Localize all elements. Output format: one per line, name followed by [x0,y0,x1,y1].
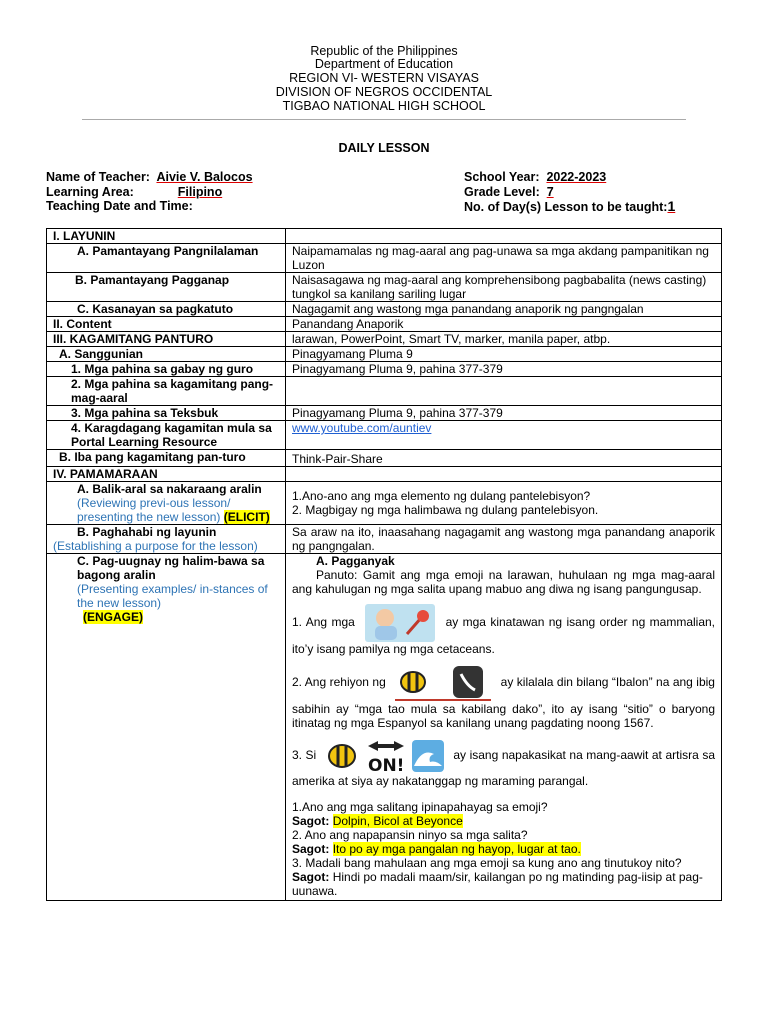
page-title: DAILY LESSON [338,141,430,155]
row-value: Sa araw na ito, inaasahang nagagamit ang wastong mga panandang anaporik ng pangngalan. [286,525,722,554]
purpose-label: B. Paghahabi ng layunin [77,525,217,539]
sy-value: 2022-2023 [546,170,607,184]
row-label: 4. Karagdagang kagamitan mula sa Portal Learning Resource [47,421,286,450]
elicit-tag: (ELICIT) [223,510,270,524]
row-label: A. Pamantayang Pangnilalaman [47,244,286,273]
row-value: larawan, PowerPoint, Smart TV, marker, manila paper, atbp. [286,332,722,347]
purpose-english: (Establishing a purpose for the lesson) [53,539,258,553]
row-value: Pinagyamang Pluma 9 [286,347,722,362]
area-label: Learning Area: [46,184,134,199]
dolphin-emoji-icon [365,604,435,642]
question-1 [292,604,715,656]
row-label: 2. Mga pahina sa kagamitang pang-mag-aaral [47,377,286,406]
teacher-value: Aivie V. Balocos [156,170,253,184]
row-label: II. Content [47,317,286,332]
row-value [286,467,722,482]
table-row [47,467,722,482]
grade-value: 7 [546,184,554,199]
table-row [47,317,722,332]
sagot-label: Sagot: [292,870,330,884]
row-label: I. LAYUNIN [47,229,286,244]
header-department: Department of Education [314,57,454,71]
sagot-label: Sagot: [292,842,330,856]
row-value [286,229,722,244]
lesson-table [46,228,722,901]
row-value: Naipamamalas ng mag-aaral ang pag-unawa sa mga akdang pampanitikan ng Luzon [286,244,722,273]
question-2-start: 2. Ang rehiyon ng [292,675,386,690]
table-row [47,273,722,302]
pagganyak-title: A. Pagganyak [316,554,395,568]
table-row [47,229,722,244]
table-row [47,362,722,377]
header-division: DIVISION OF NEGROS OCCIDENTAL [275,85,493,99]
bee-phone-emoji-icon [391,664,495,702]
row-value: Think-Pair-Share [286,450,722,467]
date-label: Teaching Date and Time: [46,199,193,213]
qa-answer-1 [292,814,715,828]
teacher-label: Name of Teacher: [46,170,150,184]
sy-label: School Year: [464,170,540,184]
answer-1-text: Dolpin, Bicol at Beyonce [332,814,463,828]
question-2-end: ay kilalala din bilang “Ibalon” na ang ibig sabihin ay “mga tao mula sa kabilang dako”, ito ay isang “sitio” o baryong itinatag ng mga Espanyol sa kanilang unang pagdating noong 1567. [292,675,715,730]
question-1-start: 1. Ang mga [292,615,355,630]
on-label: ON! [367,756,405,774]
row-label: A. Sanggunian [47,347,286,362]
panuto-text: Panuto: Gamit ang mga emoji na larawan, huhulaan ng mga mag-aaral ang kahulugan ng mga salita upang mabuo ang diwa ng isang pangungusap. [292,568,715,596]
table-row [47,302,722,317]
table-row [47,421,722,450]
table-row [47,554,722,901]
review-question-1: 1.Ano-ano ang mga elemento ng dulang pantelebisyon? [292,489,591,503]
examples-english: (Presenting examples/ in-stances of the new lesson) [77,582,268,610]
review-english: (Reviewing previ-ous lesson/ presenting the new lesson) [77,496,231,524]
row-label: III. KAGAMITANG PANTURO [47,332,286,347]
row-label: IV. PAMAMARAAN [47,467,286,482]
row-label [47,482,286,525]
row-label: C. Kasanayan sa pagkatuto [47,302,286,317]
header-school: TIGBAO NATIONAL HIGH SCHOOL [282,99,486,113]
school-info [464,170,675,215]
row-value [286,421,722,450]
examples-label: C. Pag-uugnay ng halim-bawa sa bagong aralin [77,554,265,582]
table-row [47,525,722,554]
row-value: Naisasagawa ng mag-aaral ang komprehensibong pagbabalita (news casting) tungkol sa kanilang sariling lugar [286,273,722,302]
qa-answer-2 [292,842,715,856]
qa-question-3: 3. Madali bang mahulaan ang mga emoji sa kung ano ang tinutukoy nito? [292,856,682,870]
row-value [286,554,722,901]
row-label: B. Pamantayang Pagganap [47,273,286,302]
row-label [47,554,286,901]
question-3-end: ay isang napakasikat na mang-aawit at artisra sa amerika at siya ay nakatanggap ng maraming parangal. [292,748,716,788]
row-value: Pinagyamang Pluma 9, pahina 377-379 [286,362,722,377]
grade-label: Grade Level: [464,184,540,199]
teacher-info [46,170,253,214]
table-row [47,482,722,525]
row-label: 1. Mga pahina sa gabay ng guro [47,362,286,377]
row-label: 3. Mga pahina sa Teksbuk [47,406,286,421]
answer-2-text: Ito po ay mga pangalan ng hayop, lugar at tao. [332,842,581,856]
header-region: REGION VI- WESTERN VISAYAS [289,71,479,85]
days-value: 1 [667,198,676,214]
review-label: A. Balik-aral sa nakaraang aralin [77,482,262,496]
table-row [47,244,722,273]
review-question-2: 2. Magbigay ng mga halimbawa ng dulang pantelebisyon. [292,503,599,517]
bee-on-wave-emoji-icon [324,738,446,774]
table-row [47,347,722,362]
row-value: Nagagamit ang wastong mga panandang anaporik ng pangngalan [286,302,722,317]
header-republic: Republic of the Philippines [310,44,458,58]
portal-link[interactable]: www.youtube.com/auntiev [292,421,432,435]
table-row [47,377,722,406]
table-row [47,332,722,347]
question-1-end: ay mga kinatawan ng isang order ng mammalian, ito’y isang pamilya ng mga cetaceans. [292,615,716,656]
qa-answer-3 [292,870,715,898]
engage-tag: (ENGAGE) [83,610,143,624]
area-value: Filipino [177,184,223,199]
row-label: B. Iba pang kagamitang pan-turo [47,450,286,467]
question-3-start: 3. Si [292,748,317,763]
qa-question-2: 2. Ano ang napapansin ninyo sa mga salita? [292,828,528,842]
answer-3-text: Hindi po madali maam/sir, kailangan po ng matinding pag-iisip at pag-uunawa. [292,870,703,898]
sagot-label: Sagot: [292,814,330,828]
question-3 [292,738,715,788]
qa-question-1: 1.Ano ang mga salitang ipinapahayag sa emoji? [292,800,548,814]
table-row [47,450,722,467]
question-2 [292,664,715,730]
row-value: Pinagyamang Pluma 9, pahina 377-379 [286,406,722,421]
table-row [47,406,722,421]
row-label [47,525,286,554]
row-value: Panandang Anaporik [286,317,722,332]
row-value [286,377,722,406]
header-divider [82,119,686,120]
days-label: No. of Day(s) Lesson to be taught: [464,200,668,214]
row-value [286,482,722,525]
